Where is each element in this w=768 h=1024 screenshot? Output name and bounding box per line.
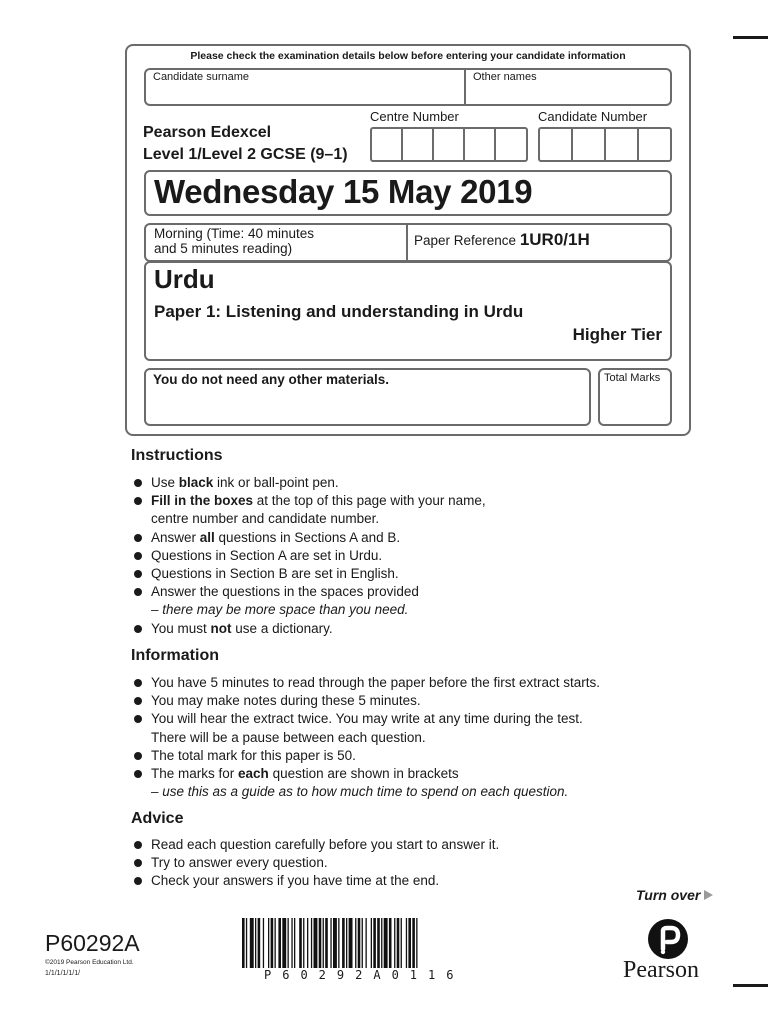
- barcode-bar: [303, 918, 304, 968]
- barcode-text: P60292A0116: [264, 968, 465, 982]
- digit-separator: [463, 127, 465, 162]
- board-line-1: Pearson Edexcel: [143, 124, 272, 141]
- barcode-bar: [346, 918, 347, 968]
- centre-number-label: Centre Number: [370, 109, 459, 124]
- barcode-bar: [275, 918, 276, 968]
- list-item: [133, 872, 499, 890]
- item-emphasis: not: [210, 620, 232, 636]
- item-text: Answer: [151, 529, 200, 545]
- list-item: [133, 710, 600, 746]
- barcode-bar: [373, 918, 376, 968]
- barcode-bar: [381, 918, 382, 968]
- play-arrow-icon: [704, 890, 713, 900]
- barcode-bar: [397, 918, 400, 968]
- advice-list: [133, 836, 499, 891]
- barcode-bar: [362, 918, 363, 968]
- digit-separator: [494, 127, 496, 162]
- paper-reference-value: 1UR0/1H: [519, 230, 590, 249]
- barcode-bar: [338, 918, 339, 968]
- item-text: use a dictionary.: [231, 620, 333, 636]
- barcode-bar: [246, 918, 247, 968]
- corner-mark-bottom: [733, 984, 768, 987]
- advice-heading: Advice: [131, 810, 184, 827]
- item-emphasis: all: [199, 529, 215, 545]
- item-continuation: centre number and candidate number.: [151, 511, 380, 527]
- barcode-bar: [250, 918, 254, 968]
- barcode-bar: [319, 918, 322, 968]
- barcode-icon: [242, 918, 510, 968]
- barcode-bar: [349, 918, 353, 968]
- information-list: [133, 674, 600, 801]
- item-text: Questions in Section B are set in English.: [151, 566, 399, 582]
- digit-separator: [604, 127, 606, 162]
- name-divider: [464, 68, 466, 106]
- information-heading: Information: [131, 647, 219, 664]
- item-emphasis: Fill in the boxes: [151, 493, 254, 509]
- session-time: [154, 227, 314, 256]
- instructions-heading: Instructions: [131, 447, 223, 464]
- list-item: [133, 620, 486, 638]
- barcode-bar: [394, 918, 395, 968]
- barcode-bar: [268, 918, 269, 968]
- paper-reference-label: Paper Reference: [414, 233, 517, 248]
- barcode-bar: [416, 918, 417, 968]
- session-line-2: and 5 minutes reading): [154, 240, 293, 256]
- centre-number-field[interactable]: [370, 127, 528, 162]
- exam-board: [143, 122, 348, 166]
- materials-note: You do not need any other materials.: [153, 372, 390, 387]
- item-text: questions in Sections A and B.: [214, 529, 401, 545]
- copyright: ©2019 Pearson Education Ltd.: [45, 959, 134, 966]
- list-item: [133, 565, 486, 583]
- session-line-1: Morning (Time: 40 minutes: [154, 226, 315, 241]
- list-item: [133, 747, 600, 765]
- barcode-bar: [408, 918, 411, 968]
- barcode-bar: [358, 918, 361, 968]
- barcode-bar: [258, 918, 261, 968]
- barcode-bar: [242, 918, 245, 968]
- barcode-bar: [325, 918, 328, 968]
- print-code: 1/1/1/1/1/1/: [45, 970, 81, 977]
- check-note: Please check the examination details below before entering your candidate information: [190, 50, 626, 62]
- barcode-bar: [377, 918, 380, 968]
- barcode-bar: [412, 918, 415, 968]
- item-text: ink or ball-point pen.: [213, 475, 339, 490]
- barcode-bar: [330, 918, 331, 968]
- item-emphasis: black: [178, 475, 214, 490]
- item-emphasis: each: [238, 766, 269, 782]
- instructions-list: [133, 474, 486, 638]
- item-text: Read each question carefully before you start to answer it.: [151, 837, 500, 852]
- item-text: You must: [151, 620, 211, 636]
- barcode-bar: [294, 918, 295, 968]
- item-text: You may make notes during these 5 minutes.: [151, 693, 421, 709]
- paper-title: Paper 1: Listening and understanding in Urdu: [154, 302, 524, 321]
- subject-title: Urdu: [154, 264, 215, 294]
- digit-separator: [571, 127, 573, 162]
- barcode-bar: [314, 918, 318, 968]
- barcode-bar: [401, 918, 402, 968]
- item-text: Questions in Section A are set in Urdu.: [151, 547, 383, 563]
- item-text: Answer the questions in the spaces provided: [151, 584, 419, 600]
- barcode-bar: [307, 918, 308, 968]
- barcode-bar: [355, 918, 356, 968]
- barcode-bar: [311, 918, 312, 968]
- item-continuation: There will be a pause between each question.: [151, 729, 426, 745]
- item-text: Try to answer every question.: [151, 855, 328, 871]
- pearson-logo-icon: [648, 919, 688, 959]
- item-text: at the top of this page with your name,: [253, 493, 486, 509]
- session-divider: [406, 223, 408, 262]
- item-text: You will hear the extract twice. You may write at any time during the test.: [151, 711, 583, 727]
- item-text: question are shown in brackets: [268, 766, 459, 782]
- barcode-bar: [255, 918, 256, 968]
- item-note: – use this as a guide as to how much time to spend on each question.: [151, 784, 569, 800]
- surname-label: Candidate surname: [153, 71, 250, 83]
- list-item: [133, 474, 486, 492]
- item-text: You have 5 minutes to read through the paper before the first extract starts.: [151, 675, 601, 690]
- barcode-bar: [406, 918, 407, 968]
- digit-separator: [432, 127, 434, 162]
- list-item: [133, 765, 600, 801]
- paper-code: P60292A: [45, 930, 140, 956]
- barcode-bar: [291, 918, 292, 968]
- item-note: – there may be more space than you need.: [151, 602, 409, 618]
- list-item: [133, 854, 499, 872]
- barcode-bar: [366, 918, 367, 968]
- turn-over-label: Turn over: [636, 887, 701, 903]
- barcode-bar: [371, 918, 372, 968]
- candidate-number-label: Candidate Number: [538, 109, 648, 124]
- paper-reference: [414, 230, 590, 250]
- board-line-2: Level 1/Level 2 GCSE (9–1): [143, 146, 348, 163]
- barcode-bar: [271, 918, 274, 968]
- barcode-bar: [299, 918, 302, 968]
- barcode-bar: [384, 918, 388, 968]
- digit-separator: [401, 127, 403, 162]
- other-names-label: Other names: [473, 71, 537, 83]
- list-item: [133, 547, 486, 565]
- barcode-bar: [342, 918, 345, 968]
- list-item: [133, 492, 486, 528]
- barcode-bar: [389, 918, 392, 968]
- tier-label: Higher Tier: [572, 325, 662, 344]
- digit-separator: [637, 127, 639, 162]
- list-item: [133, 836, 499, 854]
- item-text: Check your answers if you have time at the end.: [151, 873, 440, 889]
- list-item: [133, 692, 600, 710]
- barcode-bar: [263, 918, 264, 968]
- item-text: The marks for: [151, 766, 239, 782]
- list-item: [133, 674, 600, 692]
- exam-date: Wednesday 15 May 2019: [154, 173, 533, 210]
- barcode-bar: [282, 918, 286, 968]
- corner-mark-top: [733, 36, 768, 39]
- list-item: [133, 529, 486, 547]
- item-text: Use: [151, 475, 179, 490]
- barcode-bar: [333, 918, 337, 968]
- total-marks-label: Total Marks: [604, 372, 661, 384]
- pearson-wordmark: Pearson: [623, 957, 699, 983]
- barcode-bar: [278, 918, 281, 968]
- list-item: [133, 583, 486, 619]
- barcode-bar: [288, 918, 289, 968]
- item-text: The total mark for this paper is 50.: [151, 747, 356, 763]
- barcode-bar: [323, 918, 324, 968]
